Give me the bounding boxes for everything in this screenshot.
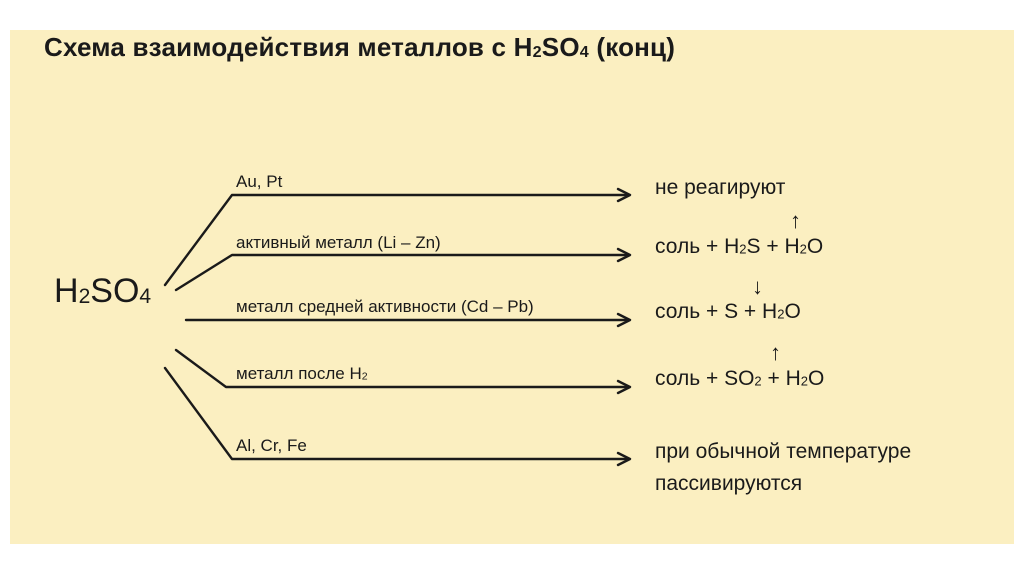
branch-1-result: не реагируют [655, 176, 786, 199]
branch-4-result: соль + SO2 + H2O [655, 367, 825, 390]
branch-2-label: активный металл (Li – Zn) [236, 233, 441, 252]
arrow-branch-2 [176, 255, 628, 290]
branch-2-result: соль + H2S + H2O [655, 235, 824, 258]
branch-5-result-line-1: при обычной температуре [655, 440, 912, 463]
page-title: Схема взаимодействия металлов с H2SO4 (конц) [44, 32, 676, 62]
gas-up-arrow-icon: ↑ [790, 208, 801, 233]
gas-up-arrow-icon: ↑ [770, 340, 781, 365]
arrow-branch-5 [165, 368, 628, 459]
precipitate-down-arrow-icon: ↓ [752, 274, 763, 299]
branch-5-result-line-2: пассивируются [655, 472, 803, 495]
branch-1-label: Au, Pt [236, 172, 283, 191]
branch-5-label: Al, Cr, Fe [236, 436, 307, 455]
branch-3-result: соль + S + H2O [655, 300, 801, 323]
branch-3-label: металл средней активности (Cd – Pb) [236, 297, 534, 316]
acid-formula: H2SO4 [54, 272, 152, 310]
branch-4-label: металл после H2 [236, 364, 368, 383]
